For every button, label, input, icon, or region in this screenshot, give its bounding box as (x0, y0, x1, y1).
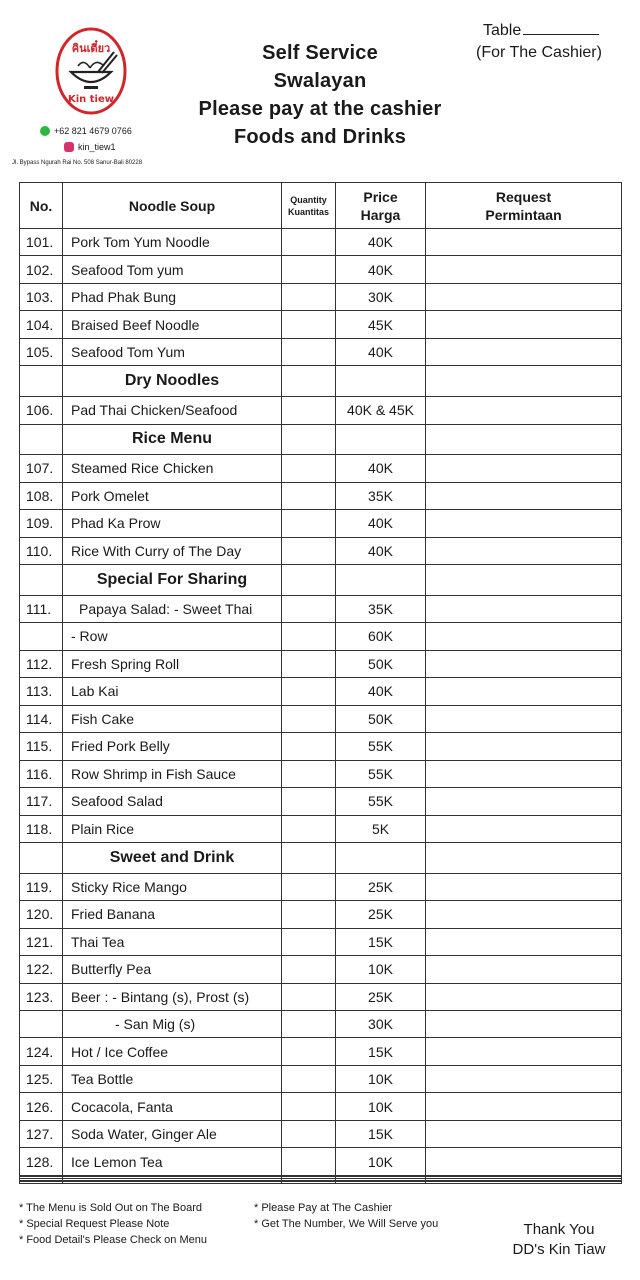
request-cell[interactable] (426, 815, 622, 842)
table-number-field[interactable] (483, 22, 599, 40)
footer-note: * Food Detail's Please Check on Menu (19, 1234, 207, 1246)
item-number: 105. (20, 338, 63, 365)
request-cell[interactable] (426, 983, 622, 1010)
item-number: 112. (20, 650, 63, 677)
menu-item-row (20, 311, 622, 338)
instagram-icon (64, 142, 74, 152)
menu-item-row (20, 873, 622, 900)
quantity-cell[interactable] (282, 1038, 336, 1065)
item-price: 10K (336, 1148, 426, 1175)
item-price: 35K (336, 482, 426, 509)
item-number: 128. (20, 1148, 63, 1175)
item-number: 104. (20, 311, 63, 338)
item-price: 40K (336, 678, 426, 705)
request-cell[interactable] (426, 366, 622, 397)
item-price: 25K (336, 983, 426, 1010)
col-header-price-id: Harga (360, 206, 401, 223)
request-cell[interactable] (426, 1038, 622, 1065)
menu-item-row (20, 455, 622, 482)
order-table (19, 182, 622, 1184)
menu-item-row (20, 1148, 622, 1175)
category-heading: Special For Sharing (63, 565, 282, 596)
headline-pay-cashier: Please pay at the cashier (198, 98, 442, 120)
item-number: 124. (20, 1038, 63, 1065)
address: Jl. Bypass Ngurah Rai No. 508 Sanur-Bali 80228 (12, 160, 143, 166)
item-number (20, 1011, 63, 1038)
menu-item-row (20, 537, 622, 564)
quantity-cell[interactable] (282, 256, 336, 283)
quantity-cell[interactable] (282, 842, 336, 873)
item-price (336, 1182, 426, 1184)
request-cell[interactable] (426, 760, 622, 787)
quantity-cell[interactable] (282, 311, 336, 338)
table-label: Table (483, 22, 522, 39)
price-cell (336, 366, 426, 397)
item-number: 108. (20, 482, 63, 509)
item-price: 30K (336, 283, 426, 310)
col-header-request-en: Request (495, 188, 552, 205)
quantity-cell[interactable] (282, 873, 336, 900)
menu-item-row (20, 705, 622, 732)
no-cell (20, 424, 63, 455)
item-number: 109. (20, 510, 63, 537)
quantity-cell[interactable] (282, 1148, 336, 1175)
col-header-request (426, 183, 622, 229)
item-number (20, 623, 63, 650)
logo-text-thai: คินเตี๋ยว (71, 42, 111, 55)
request-cell[interactable] (426, 788, 622, 815)
logo-text-latin: Kin tiew (67, 94, 115, 105)
request-cell[interactable] (426, 901, 622, 928)
item-name: Fried Banana (63, 901, 282, 928)
category-heading: Rice Menu (63, 424, 282, 455)
item-name: - Row (63, 623, 282, 650)
item-price: 60K (336, 623, 426, 650)
request-cell[interactable] (426, 733, 622, 760)
menu-item-row (20, 901, 622, 928)
quantity-cell[interactable] (282, 678, 336, 705)
item-name: Papaya Salad: - Sweet Thai (63, 595, 282, 622)
col-header-quantity-en: Quantity (290, 194, 327, 205)
menu-item-row (20, 256, 622, 283)
item-number: 111. (20, 595, 63, 622)
item-price: 15K (336, 928, 426, 955)
quantity-cell[interactable] (282, 537, 336, 564)
category-row (20, 366, 622, 397)
quantity-cell[interactable] (282, 1182, 336, 1184)
item-name: Seafood Tom yum (63, 256, 282, 283)
item-price: 40K (336, 537, 426, 564)
headline-swalayan: Swalayan (273, 70, 367, 92)
quantity-cell[interactable] (282, 338, 336, 365)
item-number (20, 1182, 63, 1184)
item-number: 102. (20, 256, 63, 283)
item-price: 25K (336, 873, 426, 900)
menu-item-row (20, 983, 622, 1010)
menu-item-row (20, 283, 622, 310)
blank-row (20, 1182, 622, 1184)
item-price: 40K (336, 338, 426, 365)
item-name: Fried Pork Belly (63, 733, 282, 760)
headline-foods-drinks: Foods and Drinks (233, 126, 407, 148)
item-number: 118. (20, 815, 63, 842)
request-cell[interactable] (426, 1065, 622, 1092)
item-number: 115. (20, 733, 63, 760)
item-number: 121. (20, 928, 63, 955)
item-name: Fish Cake (63, 705, 282, 732)
request-cell[interactable] (426, 397, 622, 424)
item-name: Plain Rice (63, 815, 282, 842)
item-name: Butterfly Pea (63, 956, 282, 983)
shop-signature: DD's Kin Tiaw (512, 1241, 606, 1258)
quantity-cell[interactable] (282, 455, 336, 482)
menu-item-row (20, 760, 622, 787)
whatsapp-icon (40, 126, 50, 136)
item-name: Pork Tom Yum Noodle (63, 229, 282, 256)
menu-item-row (20, 788, 622, 815)
request-cell[interactable] (426, 455, 622, 482)
quantity-cell[interactable] (282, 650, 336, 677)
col-header-price-en: Price (363, 188, 398, 205)
item-number: 122. (20, 956, 63, 983)
item-name: Sticky Rice Mango (63, 873, 282, 900)
item-price: 40K (336, 455, 426, 482)
menu-item-row (20, 1011, 622, 1038)
item-name: Pork Omelet (63, 482, 282, 509)
request-cell[interactable] (426, 338, 622, 365)
headline-self-service: Self Service (262, 42, 378, 64)
request-cell[interactable] (426, 678, 622, 705)
item-number: 117. (20, 788, 63, 815)
category-row (20, 842, 622, 873)
menu-item-row (20, 482, 622, 509)
item-name: Beer : - Bintang (s), Prost (s) (63, 983, 282, 1010)
category-row (20, 565, 622, 596)
thank-you (500, 1220, 618, 1260)
footer-notes-right (254, 1200, 438, 1232)
col-header-quantity-id: Kuantitas (287, 206, 329, 217)
item-number: 101. (20, 229, 63, 256)
quantity-cell[interactable] (282, 928, 336, 955)
quantity-cell[interactable] (282, 815, 336, 842)
quantity-cell[interactable] (282, 397, 336, 424)
request-cell[interactable] (426, 928, 622, 955)
quantity-cell[interactable] (282, 901, 336, 928)
menu-item-row (20, 650, 622, 677)
category-heading: Dry Noodles (63, 366, 282, 397)
price-cell (336, 424, 426, 455)
item-number: 107. (20, 455, 63, 482)
request-cell[interactable] (426, 1120, 622, 1147)
col-header-quantity (282, 183, 336, 229)
col-header-no: No. (20, 183, 63, 229)
item-name (63, 1182, 282, 1184)
item-name: Seafood Tom Yum (63, 338, 282, 365)
kin-tiew-logo (54, 26, 128, 116)
item-price: 35K (336, 595, 426, 622)
quantity-cell[interactable] (282, 788, 336, 815)
menu-item-row (20, 229, 622, 256)
footer-note: * Get The Number, We Will Serve you (254, 1218, 439, 1230)
menu-item-row (20, 678, 622, 705)
item-price: 50K (336, 650, 426, 677)
quantity-cell[interactable] (282, 623, 336, 650)
menu-item-row (20, 338, 622, 365)
quantity-cell[interactable] (282, 366, 336, 397)
menu-item-row (20, 397, 622, 424)
request-cell[interactable] (426, 424, 622, 455)
category-heading: Sweet and Drink (63, 842, 282, 873)
request-cell[interactable] (426, 873, 622, 900)
item-price: 40K (336, 510, 426, 537)
menu-item-row (20, 815, 622, 842)
item-name: Braised Beef Noodle (63, 311, 282, 338)
request-cell[interactable] (426, 956, 622, 983)
item-name: Fresh Spring Roll (63, 650, 282, 677)
menu-item-row (20, 1038, 622, 1065)
quantity-cell[interactable] (282, 482, 336, 509)
quantity-cell[interactable] (282, 229, 336, 256)
quantity-cell[interactable] (282, 1065, 336, 1092)
item-price: 55K (336, 733, 426, 760)
order-table-body (20, 229, 622, 1184)
table-number-line (523, 22, 599, 35)
menu-item-row (20, 928, 622, 955)
item-name: Phad Phak Bung (63, 283, 282, 310)
request-cell[interactable] (426, 482, 622, 509)
item-number: 125. (20, 1065, 63, 1092)
request-cell[interactable] (426, 283, 622, 310)
footer-note: * Special Request Please Note (19, 1218, 170, 1230)
item-name: Rice With Curry of The Day (63, 537, 282, 564)
item-price: 55K (336, 788, 426, 815)
item-price: 15K (336, 1038, 426, 1065)
request-cell[interactable] (426, 565, 622, 596)
instagram-handle: kin_tiew1 (78, 142, 116, 152)
quantity-cell[interactable] (282, 1120, 336, 1147)
item-name: Tea Bottle (63, 1065, 282, 1092)
item-price: 25K (336, 901, 426, 928)
item-name: Lab Kai (63, 678, 282, 705)
price-cell (336, 842, 426, 873)
footer-note: * Please Pay at The Cashier (254, 1202, 392, 1214)
no-cell (20, 842, 63, 873)
menu-item-row (20, 1093, 622, 1120)
request-cell[interactable] (426, 1148, 622, 1175)
quantity-cell[interactable] (282, 565, 336, 596)
request-cell[interactable] (426, 650, 622, 677)
request-cell[interactable] (426, 537, 622, 564)
request-cell[interactable] (426, 256, 622, 283)
item-number: 116. (20, 760, 63, 787)
item-number: 123. (20, 983, 63, 1010)
item-name: Soda Water, Ginger Ale (63, 1120, 282, 1147)
item-price: 50K (336, 705, 426, 732)
menu-item-row (20, 510, 622, 537)
menu-item-row (20, 595, 622, 622)
menu-item-row (20, 623, 622, 650)
item-number: 113. (20, 678, 63, 705)
request-cell[interactable] (426, 229, 622, 256)
item-price: 10K (336, 1093, 426, 1120)
quantity-cell[interactable] (282, 1093, 336, 1120)
item-number: 110. (20, 537, 63, 564)
cashier-note: (For The Cashier) (476, 44, 602, 61)
item-price: 10K (336, 1065, 426, 1092)
request-cell[interactable] (426, 842, 622, 873)
request-cell[interactable] (426, 595, 622, 622)
no-cell (20, 366, 63, 397)
item-name: Ice Lemon Tea (63, 1148, 282, 1175)
item-price: 45K (336, 311, 426, 338)
thank-you-line: Thank You (523, 1221, 595, 1238)
item-price: 55K (336, 760, 426, 787)
item-number: 120. (20, 901, 63, 928)
col-header-name: Noodle Soup (63, 183, 282, 229)
category-row (20, 424, 622, 455)
request-cell[interactable] (426, 623, 622, 650)
instagram-line (64, 142, 116, 152)
menu-item-row (20, 956, 622, 983)
item-number: 127. (20, 1120, 63, 1147)
item-name: Seafood Salad (63, 788, 282, 815)
item-price: 10K (336, 956, 426, 983)
request-cell[interactable] (426, 1182, 622, 1184)
quantity-cell[interactable] (282, 956, 336, 983)
item-price: 15K (336, 1120, 426, 1147)
request-cell[interactable] (426, 510, 622, 537)
item-name: - San Mig (s) (63, 1011, 282, 1038)
col-header-request-id: Permintaan (485, 206, 562, 223)
quantity-cell[interactable] (282, 424, 336, 455)
request-cell[interactable] (426, 1011, 622, 1038)
item-number: 114. (20, 705, 63, 732)
item-name: Steamed Rice Chicken (63, 455, 282, 482)
quantity-cell[interactable] (282, 510, 336, 537)
item-name: Cocacola, Fanta (63, 1093, 282, 1120)
request-cell[interactable] (426, 705, 622, 732)
menu-item-row (20, 1065, 622, 1092)
item-number: 126. (20, 1093, 63, 1120)
quantity-cell[interactable] (282, 595, 336, 622)
item-price: 30K (336, 1011, 426, 1038)
footer-notes-left (19, 1200, 207, 1248)
item-number: 106. (20, 397, 63, 424)
menu-item-row (20, 733, 622, 760)
item-price: 40K & 45K (336, 397, 426, 424)
quantity-cell[interactable] (282, 705, 336, 732)
item-name: Thai Tea (63, 928, 282, 955)
item-price: 40K (336, 229, 426, 256)
price-cell (336, 565, 426, 596)
item-price: 5K (336, 815, 426, 842)
item-number: 103. (20, 283, 63, 310)
quantity-cell[interactable] (282, 283, 336, 310)
request-cell[interactable] (426, 311, 622, 338)
col-header-price (336, 183, 426, 229)
item-name: Hot / Ice Coffee (63, 1038, 282, 1065)
item-number: 119. (20, 873, 63, 900)
menu-item-row (20, 1120, 622, 1147)
phone-number: +62 821 4679 0766 (54, 126, 132, 136)
quantity-cell[interactable] (282, 1011, 336, 1038)
quantity-cell[interactable] (282, 733, 336, 760)
item-name: Phad Ka Prow (63, 510, 282, 537)
quantity-cell[interactable] (282, 983, 336, 1010)
request-cell[interactable] (426, 1093, 622, 1120)
item-name: Row Shrimp in Fish Sauce (63, 760, 282, 787)
phone-line (40, 126, 132, 136)
item-price: 40K (336, 256, 426, 283)
item-name: Pad Thai Chicken/Seafood (63, 397, 282, 424)
no-cell (20, 565, 63, 596)
quantity-cell[interactable] (282, 760, 336, 787)
footer-note: * The Menu is Sold Out on The Board (19, 1202, 203, 1214)
